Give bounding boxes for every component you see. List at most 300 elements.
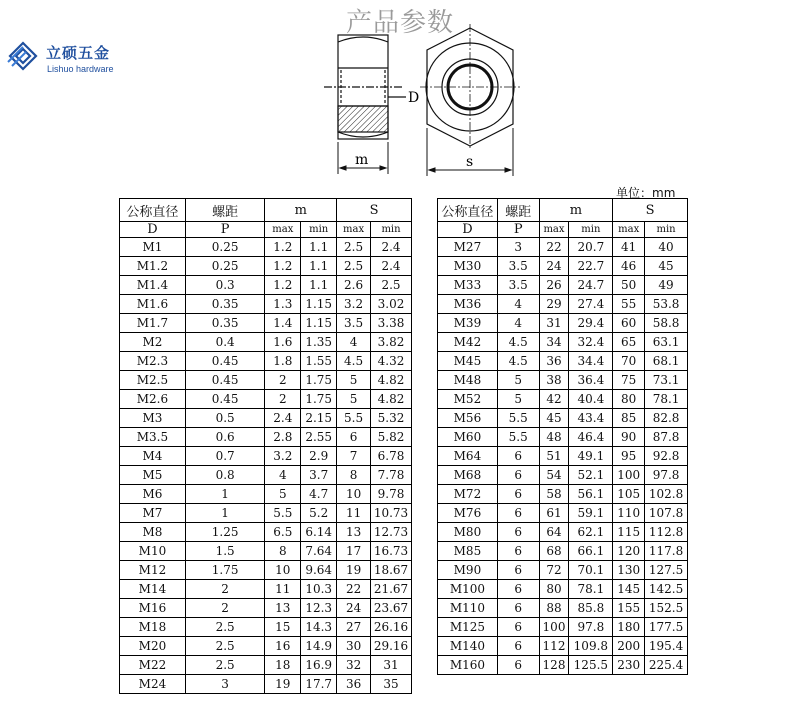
cell-diameter: M85	[438, 542, 498, 561]
cell-s-max: 41	[613, 238, 645, 257]
header-d-symbol: D	[120, 222, 186, 238]
cell-s-max: 24	[337, 599, 371, 618]
cell-m-max: 19	[265, 675, 301, 694]
cell-s-max: 55	[613, 295, 645, 314]
header-m-max: max	[539, 222, 569, 238]
table-row	[120, 618, 412, 637]
cell-m-min: 59.1	[569, 504, 613, 523]
cell-s-min: 87.8	[645, 428, 688, 447]
cell-m-max: 2.8	[265, 428, 301, 447]
cell-m-max: 5	[265, 485, 301, 504]
cell-s-min: 127.5	[645, 561, 688, 580]
table-row	[120, 485, 412, 504]
header-d-symbol: D	[438, 222, 498, 238]
cell-m-max: 80	[539, 580, 569, 599]
cell-s-max: 60	[613, 314, 645, 333]
cell-s-max: 46	[613, 257, 645, 276]
cell-m-min: 4.7	[301, 485, 337, 504]
cell-m-max: 42	[539, 390, 569, 409]
table-row	[120, 276, 412, 295]
header-s-max: max	[613, 222, 645, 238]
cell-pitch: 6	[497, 580, 539, 599]
cell-m-min: 5.2	[301, 504, 337, 523]
header-m-max: max	[265, 222, 301, 238]
cell-diameter: M1	[120, 238, 186, 257]
cell-diameter: M1.7	[120, 314, 186, 333]
cell-m-max: 72	[539, 561, 569, 580]
cell-diameter: M16	[120, 599, 186, 618]
cell-m-max: 112	[539, 637, 569, 656]
cell-s-max: 200	[613, 637, 645, 656]
cell-pitch: 2	[185, 580, 265, 599]
cell-s-max: 17	[337, 542, 371, 561]
hex-nut-diagram	[320, 20, 560, 180]
cell-s-min: 82.8	[645, 409, 688, 428]
header-nominal-diameter: 公称直径	[438, 199, 498, 222]
cell-pitch: 2.5	[185, 656, 265, 675]
cell-m-min: 66.1	[569, 542, 613, 561]
cell-s-max: 115	[613, 523, 645, 542]
cell-s-min: 117.8	[645, 542, 688, 561]
header-m: m	[265, 199, 337, 222]
cell-s-min: 29.16	[371, 637, 412, 656]
cell-diameter: M60	[438, 428, 498, 447]
cell-m-max: 88	[539, 599, 569, 618]
cell-diameter: M1.4	[120, 276, 186, 295]
cell-pitch: 1.75	[185, 561, 265, 580]
cell-m-min: 7.64	[301, 542, 337, 561]
cell-s-max: 120	[613, 542, 645, 561]
table-row	[438, 561, 688, 580]
cell-s-max: 5	[337, 390, 371, 409]
cell-s-min: 4.82	[371, 371, 412, 390]
cell-m-max: 34	[539, 333, 569, 352]
cell-s-min: 49	[645, 276, 688, 295]
table-row	[438, 257, 688, 276]
cell-m-min: 17.7	[301, 675, 337, 694]
cell-diameter: M20	[120, 637, 186, 656]
dimension-s-label: s	[466, 154, 474, 170]
cell-m-max: 24	[539, 257, 569, 276]
cell-pitch: 1	[185, 485, 265, 504]
brand-logo	[6, 38, 126, 82]
cell-m-max: 1.2	[265, 276, 301, 295]
cell-m-max: 128	[539, 656, 569, 675]
cell-pitch: 0.8	[185, 466, 265, 485]
cell-s-max: 32	[337, 656, 371, 675]
cell-m-min: 62.1	[569, 523, 613, 542]
cell-m-max: 58	[539, 485, 569, 504]
nut-top-view	[420, 24, 520, 150]
table-row	[120, 390, 412, 409]
cell-diameter: M33	[438, 276, 498, 295]
cell-diameter: M2.3	[120, 352, 186, 371]
cell-m-max: 26	[539, 276, 569, 295]
cell-m-min: 20.7	[569, 238, 613, 257]
table-row	[438, 523, 688, 542]
cell-s-min: 3.38	[371, 314, 412, 333]
cell-pitch: 5	[497, 371, 539, 390]
cell-pitch: 0.45	[185, 390, 265, 409]
cell-s-max: 230	[613, 656, 645, 675]
cell-s-min: 18.67	[371, 561, 412, 580]
cell-s-max: 10	[337, 485, 371, 504]
cell-s-max: 3.5	[337, 314, 371, 333]
cell-pitch: 6	[497, 485, 539, 504]
cell-s-min: 4.82	[371, 390, 412, 409]
cell-pitch: 4	[497, 314, 539, 333]
cell-diameter: M80	[438, 523, 498, 542]
cell-diameter: M3.5	[120, 428, 186, 447]
table-row	[438, 238, 688, 257]
cell-s-max: 75	[613, 371, 645, 390]
cell-s-max: 3.2	[337, 295, 371, 314]
cell-pitch: 5	[497, 390, 539, 409]
cell-m-min: 1.55	[301, 352, 337, 371]
cell-s-min: 58.8	[645, 314, 688, 333]
cell-pitch: 3	[185, 675, 265, 694]
cell-s-max: 5.5	[337, 409, 371, 428]
cell-diameter: M39	[438, 314, 498, 333]
cell-m-min: 125.5	[569, 656, 613, 675]
dimension-d-label: D	[408, 90, 420, 106]
cell-m-max: 22	[539, 238, 569, 257]
cell-s-max: 19	[337, 561, 371, 580]
cell-s-min: 5.32	[371, 409, 412, 428]
cell-s-min: 78.1	[645, 390, 688, 409]
spec-table-left	[119, 198, 412, 694]
table-row	[120, 637, 412, 656]
cell-m-min: 70.1	[569, 561, 613, 580]
cell-m-min: 1.1	[301, 257, 337, 276]
cell-m-min: 46.4	[569, 428, 613, 447]
cell-diameter: M6	[120, 485, 186, 504]
cell-s-min: 68.1	[645, 352, 688, 371]
cell-pitch: 0.25	[185, 238, 265, 257]
table-row	[438, 352, 688, 371]
cell-m-max: 68	[539, 542, 569, 561]
cell-pitch: 2.5	[185, 637, 265, 656]
cell-pitch: 0.35	[185, 295, 265, 314]
cell-s-min: 3.82	[371, 333, 412, 352]
cell-pitch: 6	[497, 523, 539, 542]
cell-m-min: 22.7	[569, 257, 613, 276]
nut-side-view	[324, 35, 406, 139]
logo-subtitle: Lishuo hardware	[47, 64, 114, 74]
cell-diameter: M52	[438, 390, 498, 409]
cell-s-min: 53.8	[645, 295, 688, 314]
table-row	[120, 352, 412, 371]
table-row	[438, 599, 688, 618]
table-row	[120, 580, 412, 599]
cell-diameter: M100	[438, 580, 498, 599]
cell-s-max: 2.5	[337, 238, 371, 257]
cell-pitch: 6	[497, 637, 539, 656]
cell-s-min: 23.67	[371, 599, 412, 618]
cell-diameter: M22	[120, 656, 186, 675]
table-row	[438, 542, 688, 561]
table-row	[438, 580, 688, 599]
cell-s-min: 9.78	[371, 485, 412, 504]
cell-s-max: 6	[337, 428, 371, 447]
cell-s-max: 22	[337, 580, 371, 599]
table-body-right	[438, 238, 688, 675]
cell-s-min: 16.73	[371, 542, 412, 561]
cell-pitch: 3.5	[497, 257, 539, 276]
cell-s-min: 5.82	[371, 428, 412, 447]
cell-m-max: 61	[539, 504, 569, 523]
cell-s-max: 100	[613, 466, 645, 485]
cell-m-min: 2.9	[301, 447, 337, 466]
cell-diameter: M10	[120, 542, 186, 561]
cell-s-max: 80	[613, 390, 645, 409]
cell-pitch: 0.45	[185, 352, 265, 371]
cell-diameter: M30	[438, 257, 498, 276]
table-row	[120, 561, 412, 580]
cell-m-min: 1.35	[301, 333, 337, 352]
cell-s-min: 107.8	[645, 504, 688, 523]
table-row	[438, 295, 688, 314]
cell-m-min: 6.14	[301, 523, 337, 542]
cell-diameter: M68	[438, 466, 498, 485]
cell-s-min: 31	[371, 656, 412, 675]
cell-s-min: 21.67	[371, 580, 412, 599]
cell-m-max: 48	[539, 428, 569, 447]
header-s-max: max	[337, 222, 371, 238]
cell-s-min: 73.1	[645, 371, 688, 390]
cell-m-min: 1.15	[301, 314, 337, 333]
cell-diameter: M27	[438, 238, 498, 257]
cell-s-max: 5	[337, 371, 371, 390]
header-s-min: min	[645, 222, 688, 238]
cell-diameter: M76	[438, 504, 498, 523]
cell-s-min: 112.8	[645, 523, 688, 542]
cell-m-max: 31	[539, 314, 569, 333]
cell-diameter: M12	[120, 561, 186, 580]
cell-s-min: 63.1	[645, 333, 688, 352]
cell-s-min: 35	[371, 675, 412, 694]
cell-diameter: M64	[438, 447, 498, 466]
cell-pitch: 0.7	[185, 447, 265, 466]
cell-pitch: 5.5	[497, 409, 539, 428]
cell-diameter: M7	[120, 504, 186, 523]
table-row	[120, 314, 412, 333]
table-row	[120, 523, 412, 542]
table-row	[438, 276, 688, 295]
cell-s-max: 50	[613, 276, 645, 295]
cell-diameter: M36	[438, 295, 498, 314]
cell-pitch: 2	[185, 599, 265, 618]
cell-s-min: 45	[645, 257, 688, 276]
cell-diameter: M56	[438, 409, 498, 428]
table-row	[120, 656, 412, 675]
cell-diameter: M48	[438, 371, 498, 390]
cell-s-min: 7.78	[371, 466, 412, 485]
page-title: 产品参数	[345, 8, 454, 38]
cell-m-max: 13	[265, 599, 301, 618]
header-p-symbol: P	[497, 222, 539, 238]
table-row	[438, 504, 688, 523]
cell-m-min: 1.1	[301, 238, 337, 257]
cell-s-min: 10.73	[371, 504, 412, 523]
table-row	[438, 371, 688, 390]
cell-s-min: 152.5	[645, 599, 688, 618]
cell-diameter: M140	[438, 637, 498, 656]
cell-m-min: 56.1	[569, 485, 613, 504]
cell-m-max: 1.4	[265, 314, 301, 333]
cell-s-max: 105	[613, 485, 645, 504]
cell-s-max: 8	[337, 466, 371, 485]
cell-m-min: 32.4	[569, 333, 613, 352]
cell-m-max: 6.5	[265, 523, 301, 542]
header-s-min: min	[371, 222, 412, 238]
cell-m-min: 36.4	[569, 371, 613, 390]
cell-diameter: M110	[438, 599, 498, 618]
table-row	[120, 675, 412, 694]
cell-s-min: 3.02	[371, 295, 412, 314]
cell-diameter: M2.6	[120, 390, 186, 409]
cell-m-min: 9.64	[301, 561, 337, 580]
cell-diameter: M2	[120, 333, 186, 352]
cell-pitch: 3.5	[497, 276, 539, 295]
cell-pitch: 1	[185, 504, 265, 523]
cell-m-min: 52.1	[569, 466, 613, 485]
cell-s-max: 13	[337, 523, 371, 542]
unit-label: 单位：mm	[616, 186, 676, 200]
dimension-m-label: m	[355, 152, 369, 168]
cell-s-min: 2.4	[371, 238, 412, 257]
cell-s-max: 180	[613, 618, 645, 637]
table-row	[438, 447, 688, 466]
cell-m-max: 11	[265, 580, 301, 599]
header-m-min: min	[301, 222, 337, 238]
cell-diameter: M5	[120, 466, 186, 485]
cell-s-min: 102.8	[645, 485, 688, 504]
cell-m-max: 1.3	[265, 295, 301, 314]
cell-s-max: 130	[613, 561, 645, 580]
cell-pitch: 6	[497, 599, 539, 618]
cell-pitch: 4.5	[497, 333, 539, 352]
logo-name: 立硕五金	[46, 44, 111, 62]
cell-pitch: 0.6	[185, 428, 265, 447]
cell-s-max: 4	[337, 333, 371, 352]
cell-m-min: 109.8	[569, 637, 613, 656]
cell-s-max: 155	[613, 599, 645, 618]
cell-s-min: 4.32	[371, 352, 412, 371]
cell-diameter: M42	[438, 333, 498, 352]
cell-s-max: 95	[613, 447, 645, 466]
cell-diameter: M160	[438, 656, 498, 675]
cell-m-max: 29	[539, 295, 569, 314]
cell-s-max: 2.5	[337, 257, 371, 276]
table-row	[120, 238, 412, 257]
cell-diameter: M125	[438, 618, 498, 637]
cell-m-max: 51	[539, 447, 569, 466]
cell-s-min: 40	[645, 238, 688, 257]
cell-s-max: 11	[337, 504, 371, 523]
cell-m-max: 54	[539, 466, 569, 485]
table-row	[120, 409, 412, 428]
cell-m-min: 1.75	[301, 390, 337, 409]
cell-m-min: 1.1	[301, 276, 337, 295]
table-row	[120, 542, 412, 561]
cell-m-max: 10	[265, 561, 301, 580]
table-row	[438, 656, 688, 675]
cell-m-max: 4	[265, 466, 301, 485]
cell-pitch: 0.4	[185, 333, 265, 352]
cell-m-max: 100	[539, 618, 569, 637]
cell-m-max: 2	[265, 371, 301, 390]
cell-s-max: 90	[613, 428, 645, 447]
cell-s-max: 145	[613, 580, 645, 599]
cell-s-min: 92.8	[645, 447, 688, 466]
cell-m-max: 18	[265, 656, 301, 675]
cell-diameter: M90	[438, 561, 498, 580]
spec-table-right	[437, 198, 688, 675]
cell-m-max: 5.5	[265, 504, 301, 523]
table-row	[120, 599, 412, 618]
cell-m-max: 64	[539, 523, 569, 542]
table-row	[120, 504, 412, 523]
cell-pitch: 5.5	[497, 428, 539, 447]
header-s: S	[613, 199, 688, 222]
cell-s-max: 85	[613, 409, 645, 428]
cell-diameter: M3	[120, 409, 186, 428]
cell-pitch: 6	[497, 466, 539, 485]
cell-pitch: 0.45	[185, 371, 265, 390]
table-row	[120, 447, 412, 466]
logo-mark-icon	[6, 40, 40, 72]
cell-pitch: 1.25	[185, 523, 265, 542]
cell-s-max: 36	[337, 675, 371, 694]
cell-s-max: 70	[613, 352, 645, 371]
cell-pitch: 4.5	[497, 352, 539, 371]
cell-diameter: M4	[120, 447, 186, 466]
cell-diameter: M45	[438, 352, 498, 371]
cell-diameter: M2.5	[120, 371, 186, 390]
cell-diameter: M8	[120, 523, 186, 542]
table-row	[438, 390, 688, 409]
cell-pitch: 6	[497, 618, 539, 637]
header-nominal-diameter: 公称直径	[120, 199, 186, 222]
cell-diameter: M1.6	[120, 295, 186, 314]
cell-diameter: M24	[120, 675, 186, 694]
table-row	[438, 314, 688, 333]
cell-m-min: 16.9	[301, 656, 337, 675]
cell-s-max: 2.6	[337, 276, 371, 295]
table-row	[120, 466, 412, 485]
cell-m-max: 8	[265, 542, 301, 561]
table-row	[120, 371, 412, 390]
cell-m-max: 45	[539, 409, 569, 428]
cell-s-max: 30	[337, 637, 371, 656]
cell-m-min: 27.4	[569, 295, 613, 314]
cell-m-max: 1.2	[265, 238, 301, 257]
header-m-min: min	[569, 222, 613, 238]
cell-m-min: 40.4	[569, 390, 613, 409]
cell-s-min: 26.16	[371, 618, 412, 637]
cell-s-min: 12.73	[371, 523, 412, 542]
header-pitch: 螺距	[497, 199, 539, 222]
cell-m-min: 3.7	[301, 466, 337, 485]
cell-m-max: 3.2	[265, 447, 301, 466]
cell-m-max: 1.8	[265, 352, 301, 371]
cell-pitch: 0.35	[185, 314, 265, 333]
cell-m-max: 2	[265, 390, 301, 409]
table-row	[120, 333, 412, 352]
cell-s-min: 6.78	[371, 447, 412, 466]
cell-pitch: 3	[497, 238, 539, 257]
